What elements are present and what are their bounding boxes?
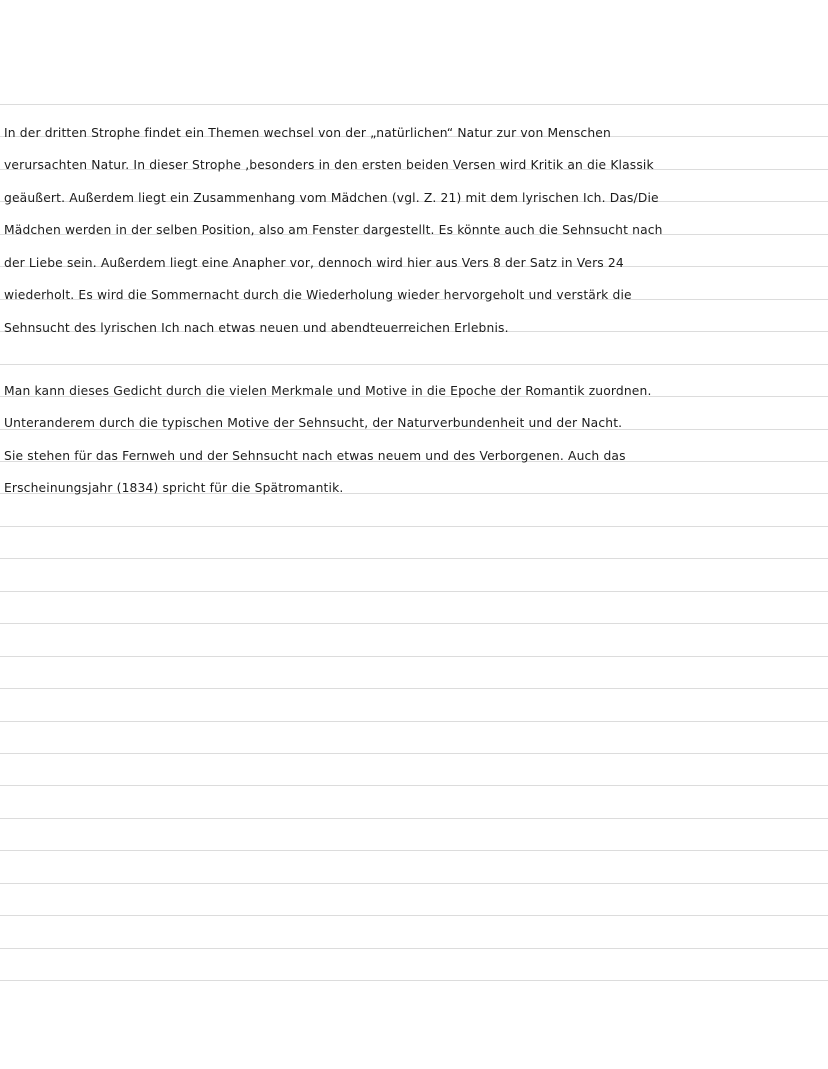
text-line: Sehnsucht des lyrischen Ich nach etwas neuen und abendteuerreichen Erlebnis. (4, 321, 509, 335)
ruled-line (0, 883, 828, 884)
text-line: Erscheinungsjahr (1834) spricht für die Spätromantik. (4, 481, 344, 495)
ruled-line (0, 526, 828, 527)
ruled-line (0, 980, 828, 981)
ruled-line (0, 818, 828, 819)
ruled-line (0, 104, 828, 105)
text-line: wiederholt. Es wird die Sommernacht durch die Wiederholung wieder hervorgeholt und verstärk die (4, 288, 632, 302)
text-line: Unteranderem durch die typischen Motive der Sehnsucht, der Naturverbundenheit und der Nacht. (4, 416, 623, 430)
ruled-line (0, 915, 828, 916)
ruled-line (0, 948, 828, 949)
text-line: Mädchen werden in der selben Position, also am Fenster dargestellt. Es könnte auch die Sehnsucht nach (4, 223, 663, 237)
ruled-line (0, 656, 828, 657)
ruled-line (0, 753, 828, 754)
ruled-line (0, 623, 828, 624)
text-line: Sie stehen für das Fernweh und der Sehnsucht nach etwas neuem und des Verborgenen. Auch das (4, 449, 626, 463)
ruled-line (0, 364, 828, 365)
ruled-line (0, 688, 828, 689)
ruled-line (0, 785, 828, 786)
text-line: verursachten Natur. In dieser Strophe ,besonders in den ersten beiden Versen wird Kritik an die Klassik (4, 158, 654, 172)
text-line: Man kann dieses Gedicht durch die vielen Merkmale und Motive in die Epoche der Romantik zuordnen. (4, 384, 652, 398)
text-line: In der dritten Strophe findet ein Themen wechsel von der „natürlichen“ Natur zur von Menschen (4, 126, 611, 140)
ruled-line (0, 591, 828, 592)
text-line: geäußert. Außerdem liegt ein Zusammenhang vom Mädchen (vgl. Z. 21) mit dem lyrischen Ich. Das/Die (4, 191, 659, 205)
ruled-line (0, 850, 828, 851)
text-line: der Liebe sein. Außerdem liegt eine Anapher vor, dennoch wird hier aus Vers 8 der Satz in Vers 24 (4, 256, 624, 270)
ruled-line (0, 721, 828, 722)
ruled-line (0, 558, 828, 559)
